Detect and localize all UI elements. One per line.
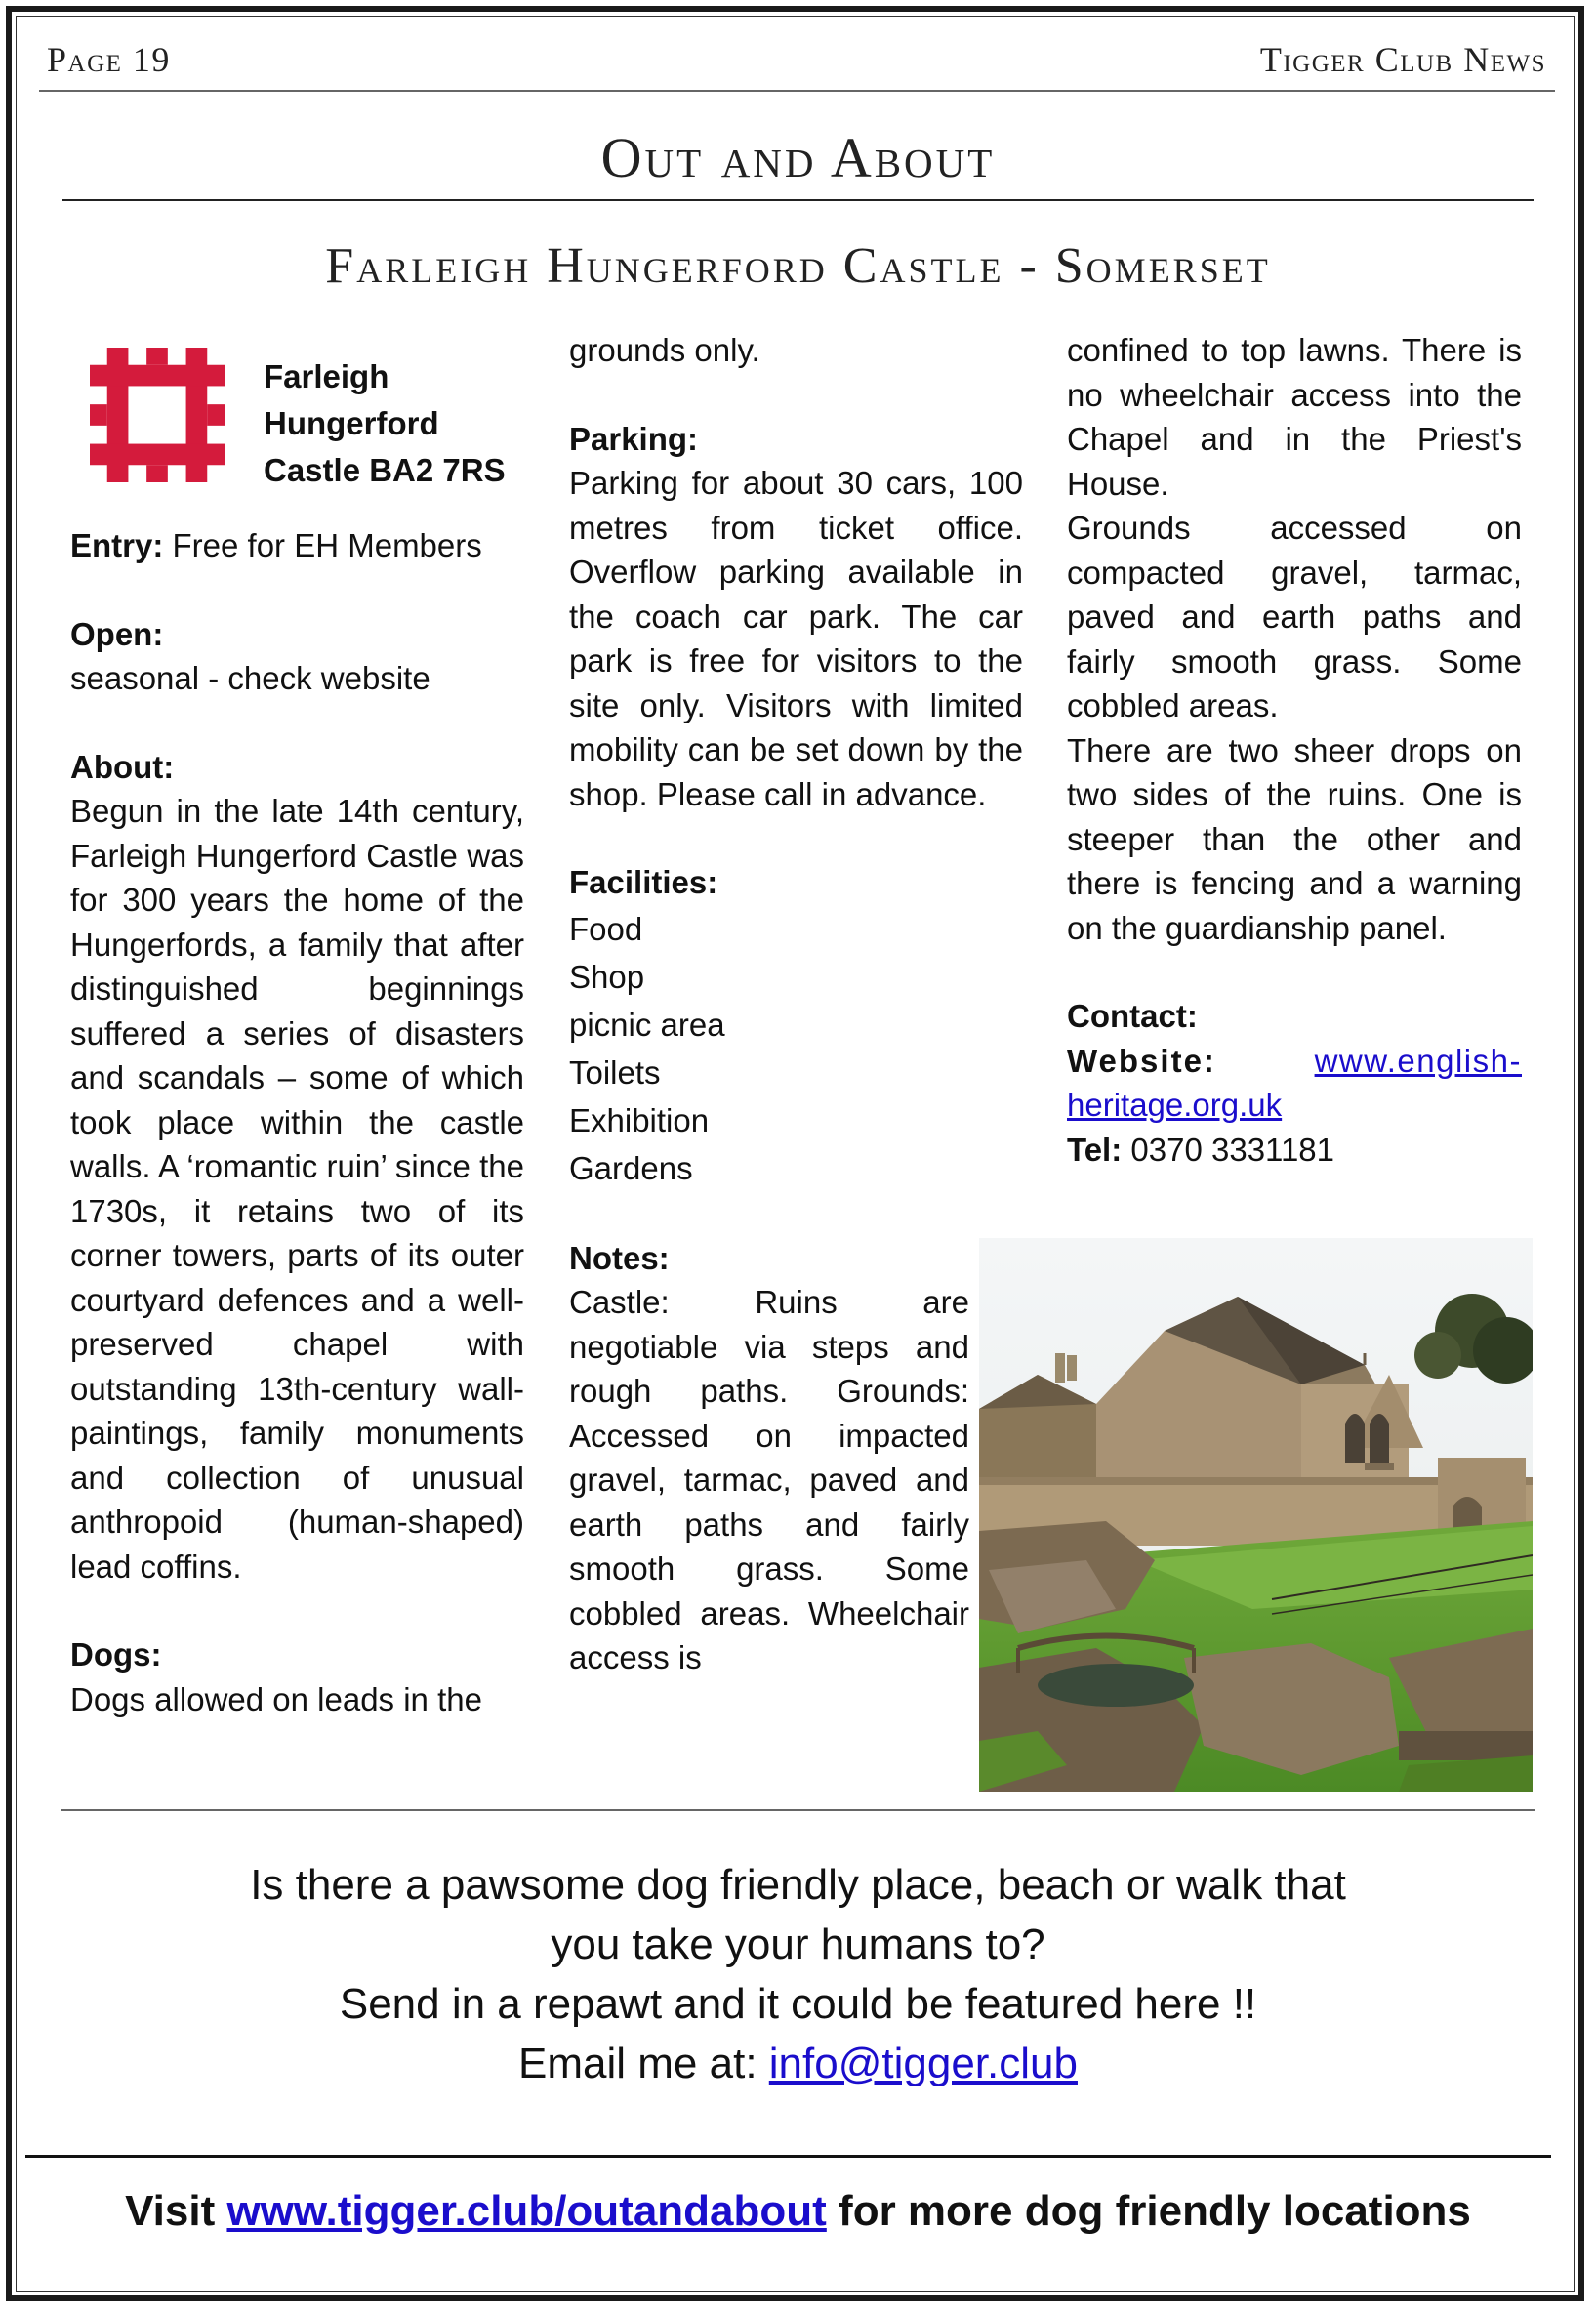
cta-email-row [0, 2034, 1596, 2093]
dogs-text-part-1: Dogs allowed on leads in the [70, 1680, 482, 1717]
footer-rule [25, 2155, 1551, 2158]
website-link-part-2[interactable]: heritage.org.uk [1067, 1087, 1283, 1123]
dogs-text-part-2: grounds only. [569, 332, 760, 368]
contact-label: Contact: [1067, 998, 1198, 1034]
footer-suffix: for more dog friendly locations [839, 2187, 1471, 2235]
facility-item: Exhibition [569, 1101, 710, 1138]
notes-text-part-1: Castle: Ruins are negotiable via steps and rough paths. Grounds: Accessed on impacted gravel, tarmac, paved and earth paths and fairly smooth grass. Some cobbled areas. Wheelchair access is [569, 1284, 969, 1675]
footer-line [0, 2187, 1596, 2236]
tel-label: Tel: [1067, 1131, 1123, 1168]
column-1 [70, 328, 524, 1721]
cta-email-label: Email me at: [518, 2040, 757, 2087]
entry-text: Free for EH Members [172, 527, 482, 563]
facility-item: Toilets [569, 1053, 661, 1091]
about-label: About: [70, 748, 175, 785]
facilities-label: Facilities: [569, 864, 718, 900]
cta-line-1: Is there a pawsome dog friendly place, beach or walk that [250, 1861, 1346, 1909]
footer-link[interactable]: www.tigger.club/outandabout [226, 2187, 827, 2235]
dogs-label: Dogs: [70, 1636, 162, 1673]
article-title: Farleigh Hungerford Castle - Somerset [325, 238, 1271, 294]
address [264, 353, 506, 494]
address-line-3: Castle BA2 7RS [264, 452, 506, 488]
facility-item: picnic area [569, 1006, 725, 1043]
call-to-action [0, 1855, 1596, 2093]
header-rule [39, 90, 1555, 92]
facility-item: Gardens [569, 1149, 693, 1186]
page-number: Page 19 [47, 40, 171, 79]
section-title: Out and About [600, 126, 996, 189]
article-bottom-rule [61, 1809, 1535, 1811]
entry-label: Entry: [70, 527, 164, 563]
logo-address-block [70, 328, 524, 523]
about-text: Begun in the late 14th century, Farleigh Hungerford Castle was for 300 years the home of the Hungerfords, a family that after distinguished beginnings suffered a series of disasters and scandals – some of which took place within the castle walls. A ‘romantic ruin’ since the 1730s, it retains two of its corner towers, parts of its outer courtyard defences and a well-preserved chapel with outstanding 13th-century wall-paintings, family monuments and collection of unusual anthropoid (human-shaped) lead coffins. [70, 793, 524, 1585]
facility-item: Food [569, 910, 643, 947]
cta-line-3: Send in a repawt and it could be featured here !! [339, 1980, 1257, 2028]
castle-photo [979, 1238, 1533, 1792]
cta-line-2: you take your humans to? [551, 1921, 1045, 1968]
website-link-part-1[interactable]: www.english- [1314, 1042, 1522, 1079]
facility-item: Shop [569, 958, 645, 995]
notes-text-part-2: confined to top lawns. There is no wheelchair access into the Chapel and in the Priest's House. [1067, 332, 1522, 502]
column-3 [1067, 328, 1522, 1172]
footer-prefix: Visit [125, 2187, 216, 2235]
open-text: seasonal - check website [70, 660, 430, 696]
address-line-2: Hungerford [264, 405, 439, 441]
address-line-1: Farleigh [264, 358, 389, 394]
website-row [1067, 1039, 1522, 1128]
notes-label: Notes: [569, 1239, 670, 1276]
parking-text: Parking for about 30 cars, 100 metres from ticket office. Overflow parking available in the coach car park. The car park is free for visitors to the site only. Visitors with limited mobility can be set down by the shop. Please call in advance. [569, 465, 1023, 812]
notes-paragraph-2: Grounds accessed on compacted gravel, tarmac, paved and earth paths and fairly smooth grass. Some cobbled areas. [1067, 510, 1522, 723]
column-2 [569, 328, 1023, 1680]
tel-row [1067, 1128, 1522, 1173]
website-label: Website: [1067, 1042, 1216, 1079]
notes-paragraph-3: There are two sheer drops on two sides of the ruins. One is steeper than the other and there is fencing and a warning on the guardianship panel. [1067, 731, 1522, 946]
email-link[interactable]: info@tigger.club [768, 2040, 1078, 2087]
publication-name: Tigger Club News [1259, 40, 1546, 79]
parking-label: Parking: [569, 420, 699, 457]
section-title-rule [62, 199, 1534, 201]
tel-number: 0370 3331181 [1130, 1131, 1335, 1168]
open-label: Open: [70, 615, 164, 652]
entry-row [70, 523, 524, 568]
english-heritage-castle-icon [90, 348, 225, 482]
